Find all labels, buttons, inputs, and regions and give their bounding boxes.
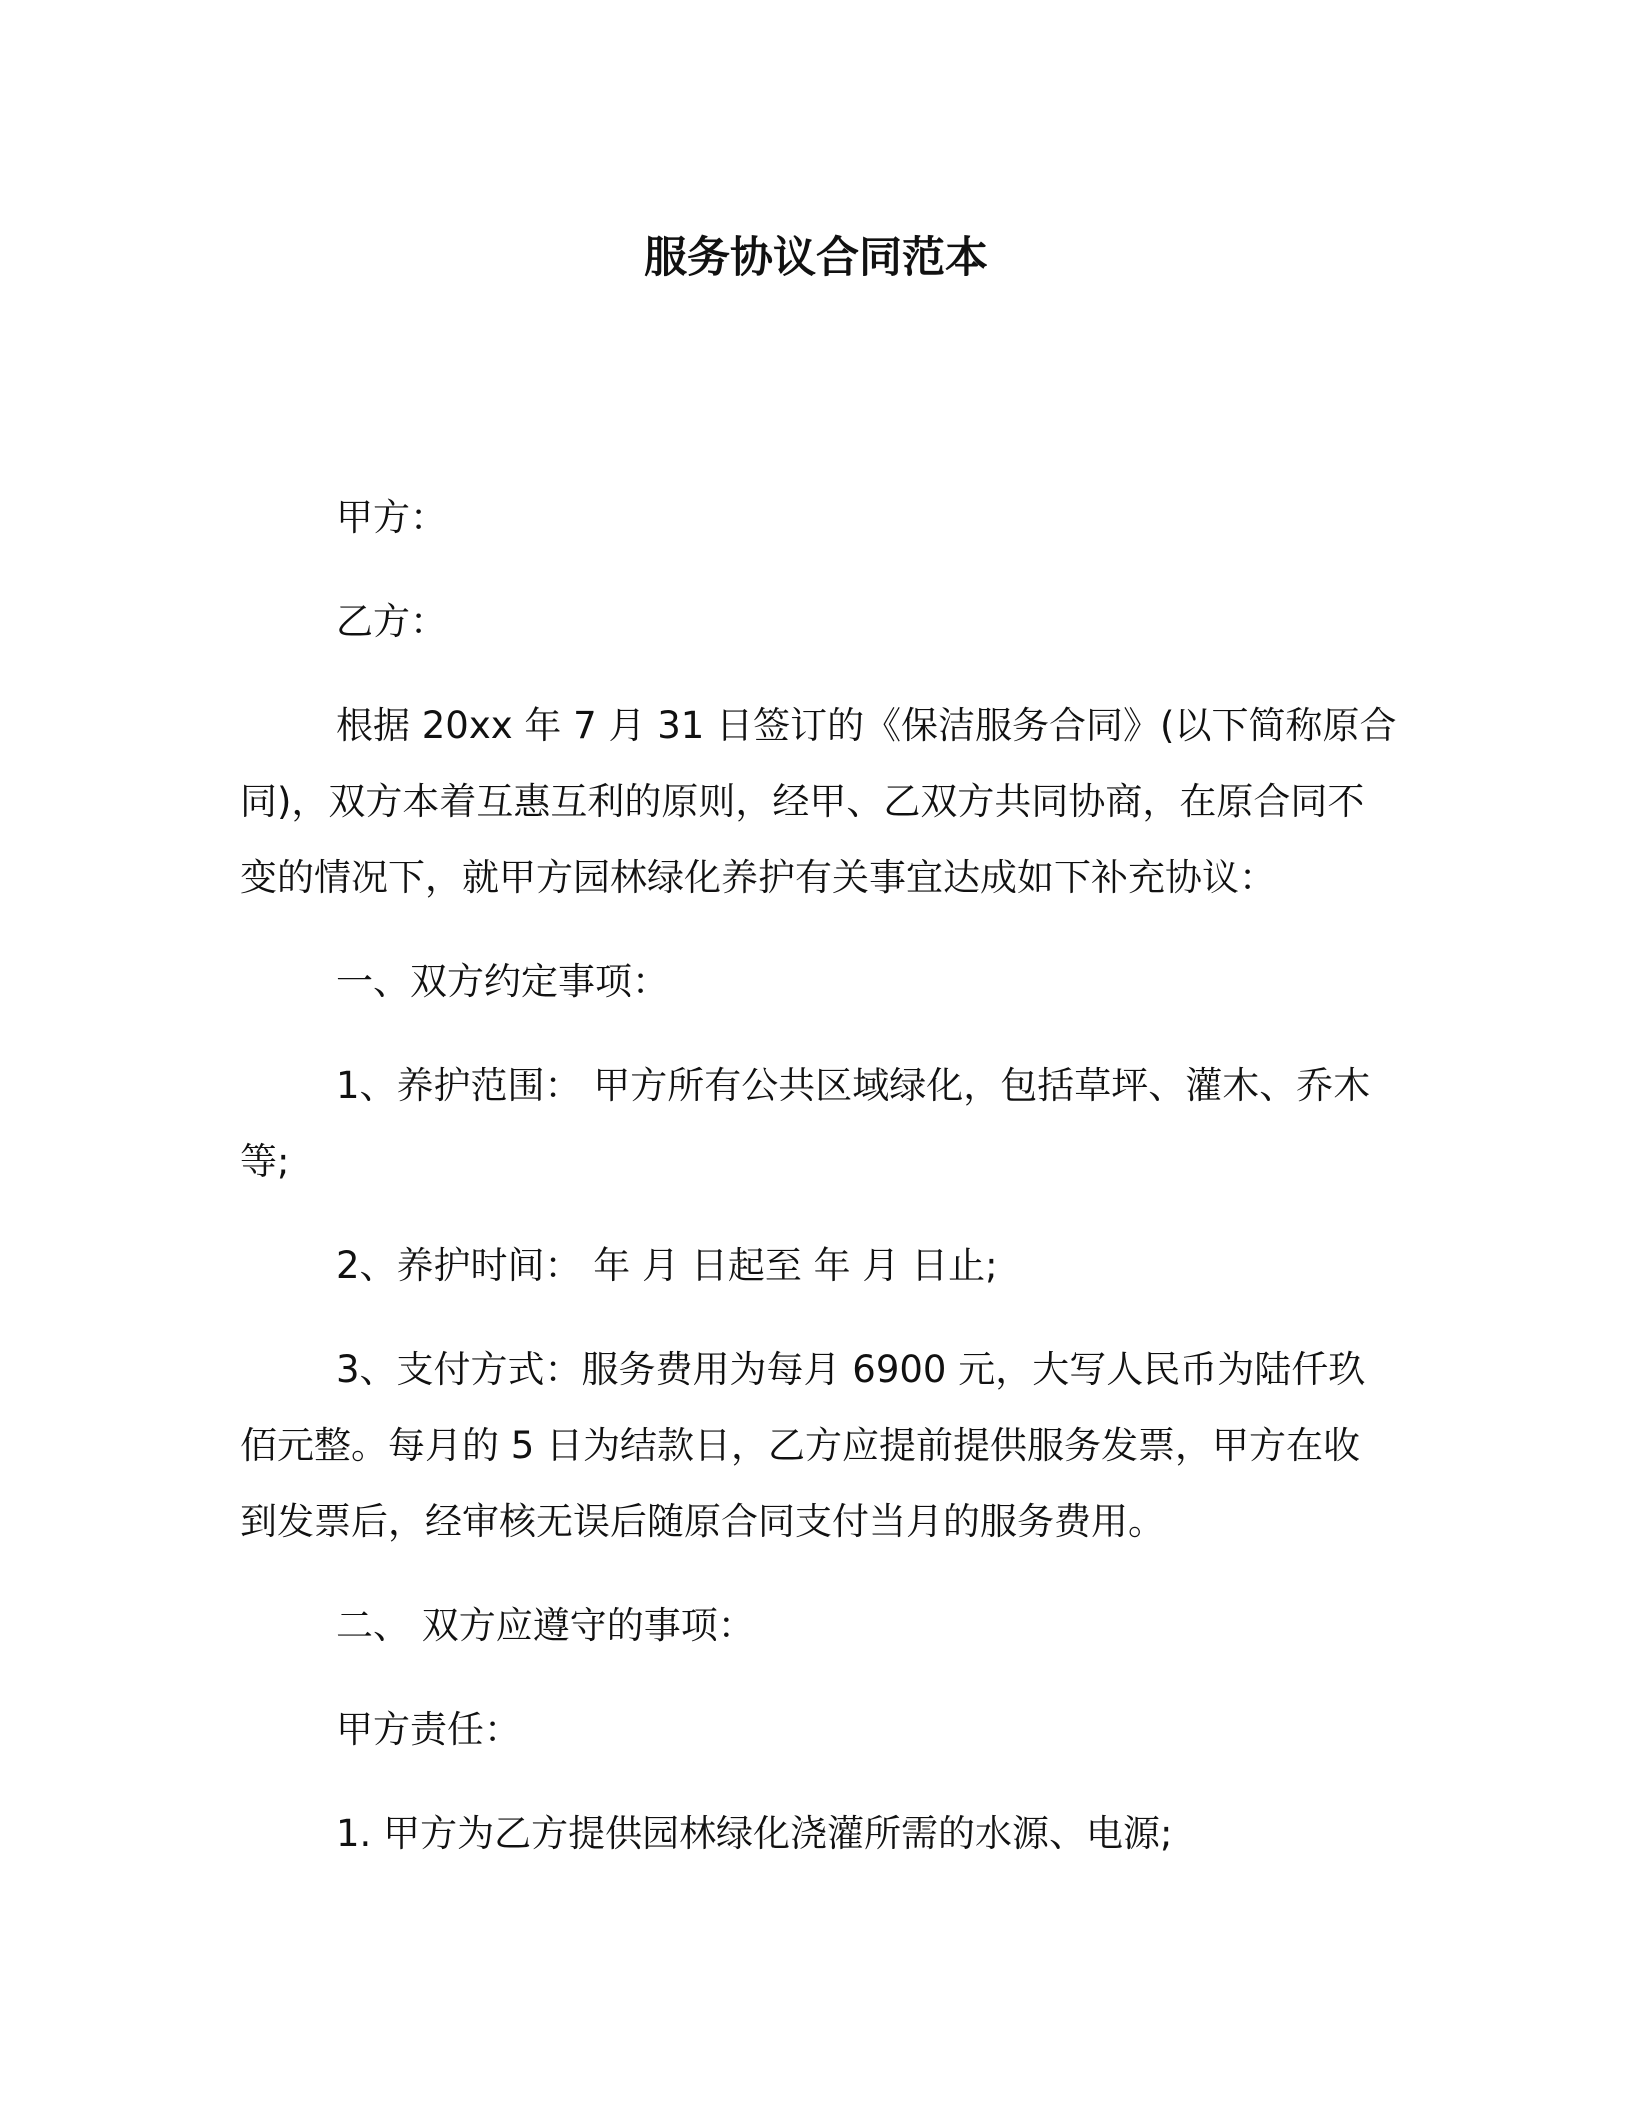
document-title: 服务协议合同范本: [644, 233, 988, 283]
preamble-line-1: 根据 20xx 年 7 月 31 日签订的《保洁服务合同》(以下简称原合: [336, 704, 1397, 747]
item-3-line-2: 佰元整。每月的 5 日为结款日，乙方应提前提供服务发票，甲方在收: [240, 1424, 1361, 1467]
preamble-line-3: 变的情况下，就甲方园林绿化养护有关事宜达成如下补充协议：: [240, 856, 1276, 899]
preamble-line-2: 同)，双方本着互惠互利的原则，经甲、乙双方共同协商，在原合同不: [240, 780, 1365, 823]
item-1-line-1: 1、养护范围： 甲方所有公共区域绿化，包括草坪、灌木、乔木: [336, 1064, 1371, 1107]
item-3-line-3: 到发票后，经审核无误后随原合同支付当月的服务费用。: [240, 1500, 1165, 1543]
party-a-duty-1: 1. 甲方为乙方提供园林绿化浇灌所需的水源、电源;: [336, 1812, 1173, 1855]
item-2-line: 2、养护时间： 年 月 日起至 年 月 日止;: [336, 1244, 998, 1287]
item-1-line-2: 等;: [240, 1140, 290, 1183]
section-two-heading: 二、 双方应遵守的事项：: [336, 1604, 755, 1647]
item-3-line-1: 3、支付方式：服务费用为每月 6900 元，大写人民币为陆仟玖: [336, 1348, 1366, 1391]
party-a-duties-heading: 甲方责任：: [336, 1708, 521, 1751]
party-b-line: 乙方：: [336, 600, 447, 643]
section-one-heading: 一、双方约定事项：: [336, 960, 669, 1003]
party-a-line: 甲方：: [336, 496, 447, 539]
